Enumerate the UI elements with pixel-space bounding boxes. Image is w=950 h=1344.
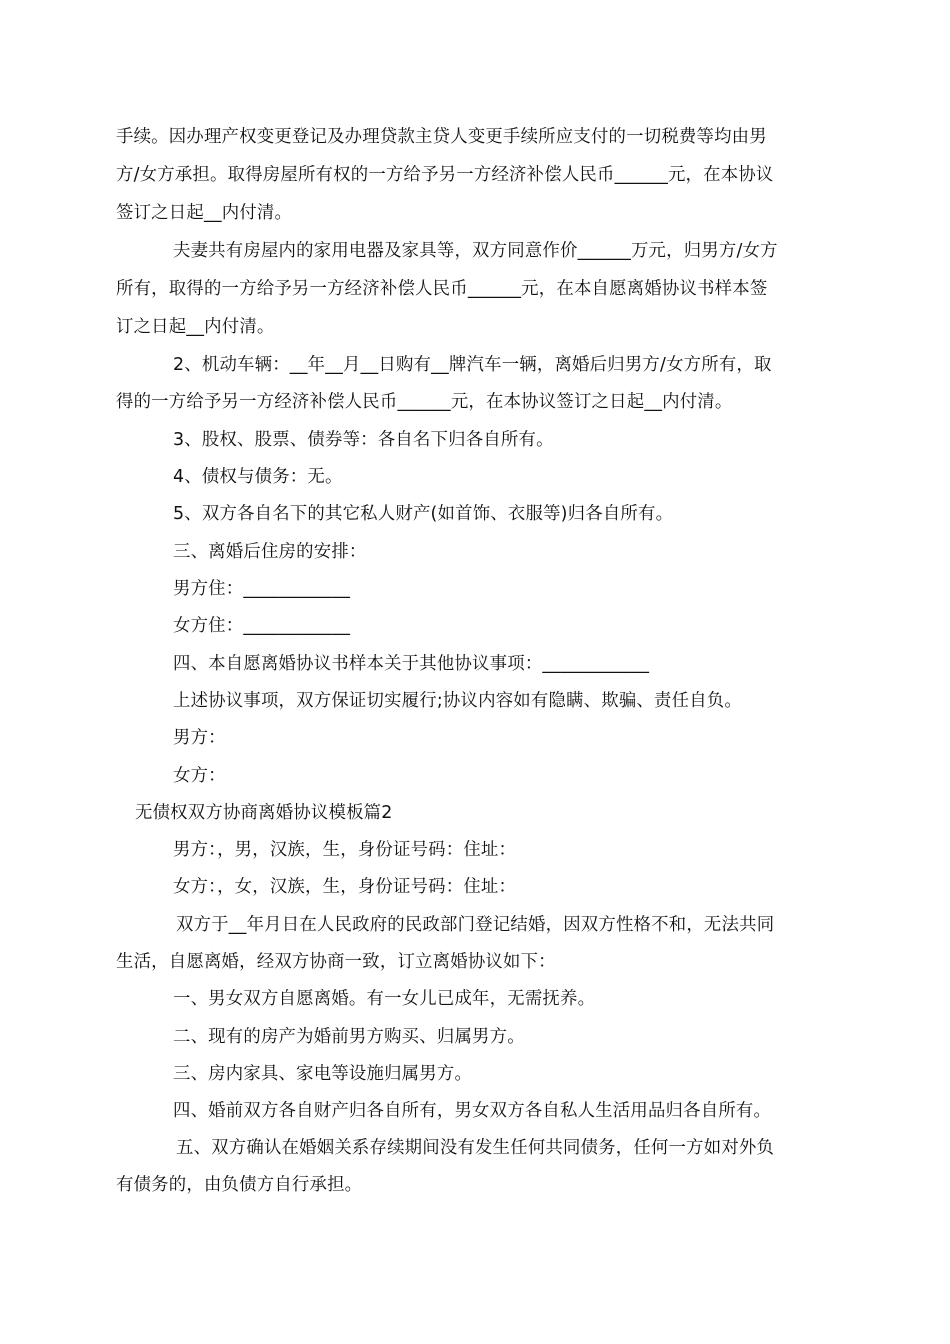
paragraph-line: 3、股权、股票、债券等：各自名下归各自所有。 [173, 430, 554, 450]
paragraph-line: 方/女方承担。取得房屋所有权的一方给予另一方经济补偿人民币______元，在本协议 [116, 165, 774, 185]
paragraph-line: 一、男女双方自愿离婚。有一女儿已成年，无需抚养。 [173, 989, 596, 1009]
paragraph-line: 三、房内家具、家电等设施归属男方。 [173, 1064, 473, 1084]
paragraph-line: 得的一方给予另一方经济补偿人民币______元，在本协议签订之日起__内付清。 [116, 392, 733, 412]
signature-label: 女方： [173, 766, 226, 786]
signature-label: 男方： [173, 728, 226, 748]
paragraph-line: 所有，取得的一方给予另一方经济补偿人民币______元，在本自愿离婚协议书样本签 [116, 279, 768, 299]
paragraph-line: 男方住：____________ [173, 579, 351, 599]
paragraph-line: 女方：，女，汉族，生，身份证号码：住址： [173, 877, 517, 897]
paragraph-line: 手续。因办理产权变更登记及办理贷款主贷人变更手续所应支付的一切税费等均由男 [116, 127, 767, 147]
paragraph-line: 夫妻共有房屋内的家用电器及家具等，双方同意作价______万元，归男方/女方 [173, 241, 778, 261]
paragraph-line: 四、婚前双方各自财产归各自所有，男女双方各自私人生活用品归各自所有。 [173, 1101, 772, 1121]
document-title: 无债权双方协商离婚协议模板篇2 [135, 803, 393, 823]
section-heading: 三、离婚后住房的安排： [173, 542, 367, 562]
paragraph-line: 二、现有的房产为婚前男方购买、归属男方。 [173, 1027, 525, 1047]
paragraph-line: 2、机动车辆：__年__月__日购有__牌汽车一辆，离婚后归男方/女方所有，取 [173, 355, 772, 375]
section-heading: 四、本自愿离婚协议书样本关于其他协议事项：____________ [173, 654, 650, 674]
paragraph-line: 女方住：____________ [173, 616, 351, 636]
paragraph-line: 上述协议事项，双方保证切实履行;协议内容如有隐瞒、欺骗、责任自负。 [173, 691, 742, 711]
paragraph-line: 签订之日起__内付清。 [116, 203, 293, 223]
paragraph-line: 五、双方确认在婚姻关系存续期间没有发生任何共同债务，任何一方如对外负 [176, 1138, 775, 1158]
paragraph-line: 订之日起__内付清。 [116, 317, 275, 337]
paragraph-line: 双方于__年月日在人民政府的民政部门登记结婚，因双方性格不和，无法共同 [176, 915, 775, 935]
paragraph-line: 生活，自愿离婚，经双方协商一致，订立离婚协议如下： [116, 952, 556, 972]
paragraph-line: 有债务的，由负债方自行承担。 [116, 1175, 363, 1195]
paragraph-line: 4、债权与债务：无。 [173, 467, 343, 487]
paragraph-line: 5、双方各自名下的其它私人财产(如首饰、衣服等)归各自所有。 [173, 504, 674, 524]
paragraph-line: 男方：，男，汉族，生，身份证号码：住址： [173, 840, 517, 860]
